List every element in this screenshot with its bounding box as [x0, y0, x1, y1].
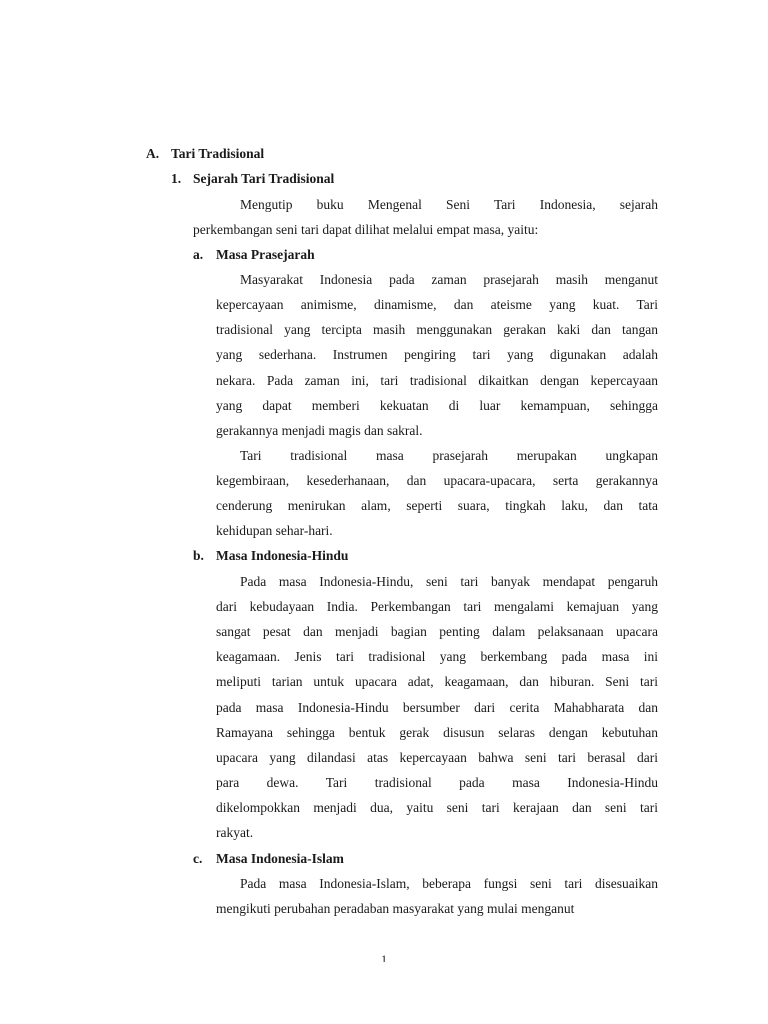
item-marker: a.	[193, 247, 204, 262]
paragraph-line: Pada masa Indonesia-Islam, beberapa fungsi seni tari disesuaikan	[240, 876, 658, 891]
paragraph-line: cenderung menirukan alam, seperti suara, tingkah laku, dan tata	[216, 498, 658, 513]
paragraph-line: upacara yang dilandasi atas kepercayaan bahwa seni tari berasal dari	[216, 750, 658, 765]
paragraph-line: meliputi tarian untuk upacara adat, keagamaan, dan hiburan. Seni tari	[216, 674, 658, 689]
section-marker: A.	[146, 146, 160, 161]
paragraph-line: Masyarakat Indonesia pada zaman prasejarah masih menganut	[240, 272, 658, 287]
subsection-marker: 1.	[171, 171, 182, 186]
paragraph-line: Ramayana sehingga bentuk gerak disusun selaras dengan kebutuhan	[216, 725, 658, 740]
section-title: Tari Tradisional	[171, 146, 265, 161]
item-marker: b.	[193, 548, 204, 563]
paragraph-line: dari kebudayaan India. Perkembangan tari mengalami kemajuan yang	[216, 599, 658, 614]
item-title: Masa Indonesia-Hindu	[216, 548, 349, 563]
item-title: Masa Prasejarah	[216, 247, 315, 262]
paragraph-line: kehidupan sehar-hari.	[216, 523, 333, 538]
paragraph-line: kegembiraan, kesederhanaan, dan upacara-upacara, serta gerakannya	[216, 473, 658, 488]
subsection-title: Sejarah Tari Tradisional	[193, 171, 335, 186]
paragraph-line: keagamaan. Jenis tari tradisional yang berkembang pada masa ini	[216, 649, 658, 664]
paragraph-line: mengikuti perubahan peradaban masyarakat yang mulai menganut	[216, 901, 575, 916]
item-marker: c.	[193, 851, 203, 866]
paragraph-line: yang sederhana. Instrumen pengiring tari yang digunakan adalah	[216, 347, 658, 362]
paragraph-line: tradisional yang tercipta masih menggunakan gerakan kaki dan tangan	[216, 322, 658, 337]
paragraph-line: Tari tradisional masa prasejarah merupakan ungkapan	[240, 448, 658, 463]
intro-line: perkembangan seni tari dapat dilihat melalui empat masa, yaitu:	[193, 222, 539, 237]
paragraph-line: dikelompokkan menjadi dua, yaitu seni tari kerajaan dan seni tari	[216, 800, 658, 815]
paragraph-line: pada masa Indonesia-Hindu bersumber dari cerita Mahabharata dan	[216, 700, 658, 715]
paragraph-line: para dewa. Tari tradisional pada masa Indonesia-Hindu	[216, 775, 658, 790]
paragraph-line: rakyat.	[216, 825, 254, 840]
paragraph-line: Pada masa Indonesia-Hindu, seni tari banyak mendapat pengaruh	[240, 574, 658, 589]
intro-line: Mengutip buku Mengenal Seni Tari Indonesia, sejarah	[240, 197, 658, 212]
paragraph-line: nekara. Pada zaman ini, tari tradisional dikaitkan dengan kepercayaan	[216, 373, 658, 388]
paragraph-line: gerakannya menjadi magis dan sakral.	[216, 423, 423, 438]
paragraph-line: yang dapat memberi kekuatan di luar kemampuan, sehingga	[216, 398, 658, 413]
paragraph-line: sangat pesat dan menjadi bagian penting dalam pelaksanaan upacara	[216, 624, 658, 639]
item-title: Masa Indonesia-Islam	[216, 851, 344, 866]
page-number: 1	[381, 952, 387, 962]
paragraph-line: kepercayaan animisme, dinamisme, dan ateisme yang kuat. Tari	[216, 297, 658, 312]
